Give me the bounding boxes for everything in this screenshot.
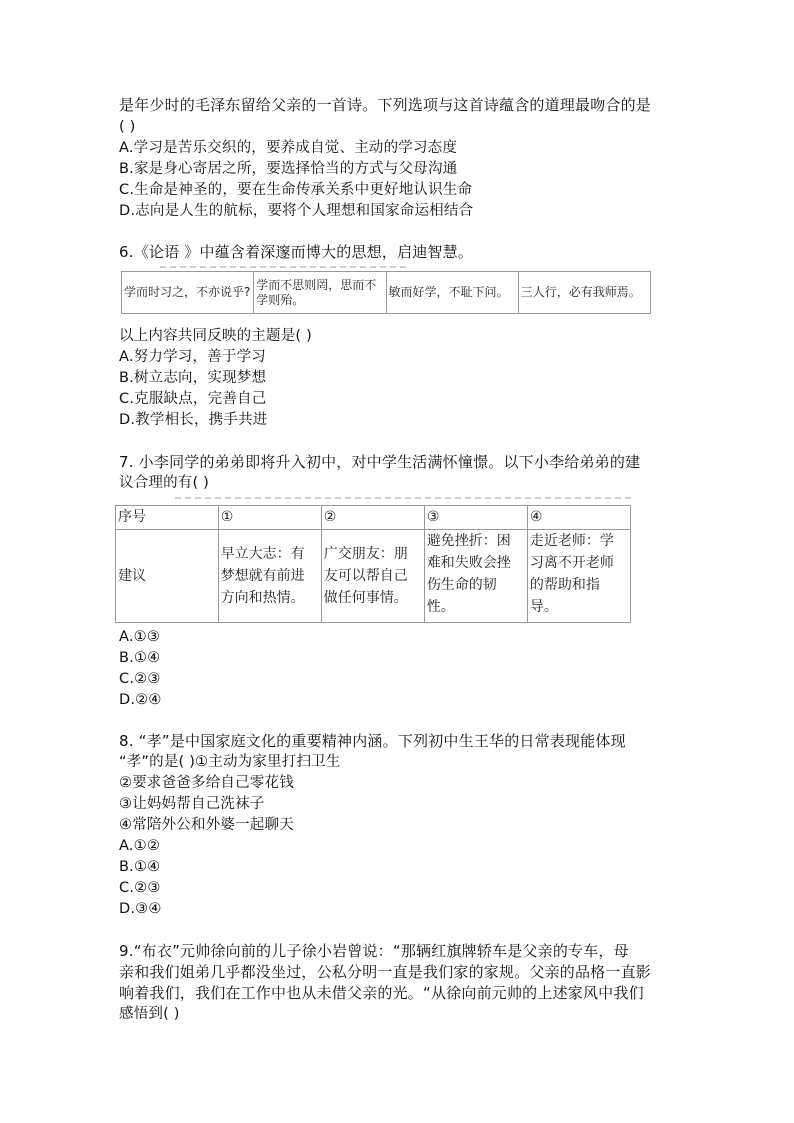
cell-line: 导。 <box>529 599 558 615</box>
q7-cell-2 <box>321 530 424 623</box>
q7-cell-1 <box>218 530 321 623</box>
q8-stem-line1: 8. “孝”是中国家庭文化的重要精神内涵。下列初中生王华的日常表现能体现 <box>119 732 626 750</box>
q9-line2: 亲和我们姐弟几乎都没坐过，公私分明一直是我们家的家规。父亲的品格一直影 <box>119 963 652 981</box>
q6-quote-1: 学而时习之，不亦说乎? <box>122 272 254 314</box>
q8-stem-line2: “孝”的是( )①主动为家里打扫卫生 <box>119 754 341 770</box>
q7-stem-line1: 7. 小李同学的弟弟即将升入初中，对中学生活满怀憧憬。以下小李给弟弟的建 <box>119 453 641 471</box>
q7-header-4: ④ <box>527 506 630 530</box>
q6-stem: 6.《论语 》中蕴含着深邃而博大的思想，启迪智慧。 <box>119 243 474 261</box>
q7-header-1: ① <box>218 506 321 530</box>
cell-line: 做任何事情。 <box>323 590 408 606</box>
q8-statement-4: ④常陪外公和外婆一起聊天 <box>119 817 294 833</box>
q5-option-b: B.家是身心寄居之所，要选择恰当的方式与父母沟通 <box>119 161 458 177</box>
q7-suggestion-table <box>115 505 631 623</box>
cell-line: 友可以帮自己 <box>323 568 408 584</box>
q8-option-c: C.②③ <box>119 880 161 896</box>
q7-stem-line2: 议合理的有( ) <box>119 475 210 491</box>
q6-quote-4: 三人行，必有我师焉。 <box>518 272 650 314</box>
q5-option-d: D.志向是人生的航标，要将个人理想和国家命运相结合 <box>119 203 474 219</box>
q7-option-c: C.②③ <box>119 671 161 687</box>
q7-option-b: B.①④ <box>119 650 161 666</box>
q7-cell-3 <box>424 530 527 623</box>
q7-option-a: A.①③ <box>119 629 161 645</box>
q7-header-index: 序号 <box>116 506 219 530</box>
q6-option-d: D.教学相长，携手共进 <box>119 412 268 428</box>
q6-question: 以上内容共同反映的主题是( ) <box>119 328 312 344</box>
faded-line <box>160 266 410 268</box>
q8-statement-2: ②要求爸爸多给自己零花钱 <box>119 775 294 791</box>
cell-line: 的帮助和指 <box>529 577 600 593</box>
cell-line: 方向和热情。 <box>220 590 305 606</box>
q8-statement-3: ③让妈妈帮自己洗袜子 <box>119 796 265 812</box>
q7-header-2: ② <box>321 506 424 530</box>
q6-quote-table <box>121 271 651 314</box>
q7-header-3: ③ <box>424 506 527 530</box>
q7-option-d: D.②④ <box>119 692 162 708</box>
q7-row-label: 建议 <box>116 530 219 623</box>
cell-line: 广交朋友：朋 <box>323 546 408 562</box>
q6-quote-2: 学而不思则罔，思而不学则殆。 <box>254 272 386 314</box>
q6-option-b: B.树立志向，实现梦想 <box>119 370 267 386</box>
cell-line: 早立大志：有 <box>220 546 305 562</box>
cell-line: 伤生命的韧 <box>426 577 497 593</box>
q9-line4: 感悟到( ) <box>119 1006 180 1022</box>
q8-option-d: D.③④ <box>119 901 162 917</box>
q6-quote-3: 敏而好学，不耻下问。 <box>386 272 518 314</box>
q6-option-a: A.努力学习，善于学习 <box>119 349 266 365</box>
cell-line: 避免挫折：困 <box>426 533 511 549</box>
cell-line: 走近老师：学 <box>529 533 614 549</box>
q5-option-c: C.生命是神圣的，要在生命传承关系中更好地认识生命 <box>119 182 473 198</box>
q7-cell-4 <box>527 530 630 623</box>
q5-stem-line2: ( ) <box>119 119 136 135</box>
q5-stem-line1: 是年少时的毛泽东留给父亲的一首诗。下列选项与这首诗蕴含的道理最吻合的是 <box>119 96 652 114</box>
cell-line: 难和失败会挫 <box>426 555 511 571</box>
cell-line: 梦想就有前进 <box>220 568 305 584</box>
cell-line: 习离不开老师 <box>529 555 614 571</box>
q5-option-a: A.学习是苦乐交织的，要养成自觉、主动的学习态度 <box>119 140 458 156</box>
q8-option-a: A.①② <box>119 838 161 854</box>
q9-line3: 响着我们，我们在工作中也从未借父亲的光。“从徐向前元帅的上述家风中我们 <box>119 984 644 1002</box>
q8-option-b: B.①④ <box>119 859 161 875</box>
cell-line: 性。 <box>426 599 455 615</box>
q9-line1: 9.“布衣”元帅徐向前的儿子徐小岩曾说：“那辆红旗牌轿车是父亲的专车，母 <box>119 942 629 960</box>
q6-option-c: C.克服缺点，完善自己 <box>119 391 267 407</box>
faded-line <box>175 497 635 499</box>
